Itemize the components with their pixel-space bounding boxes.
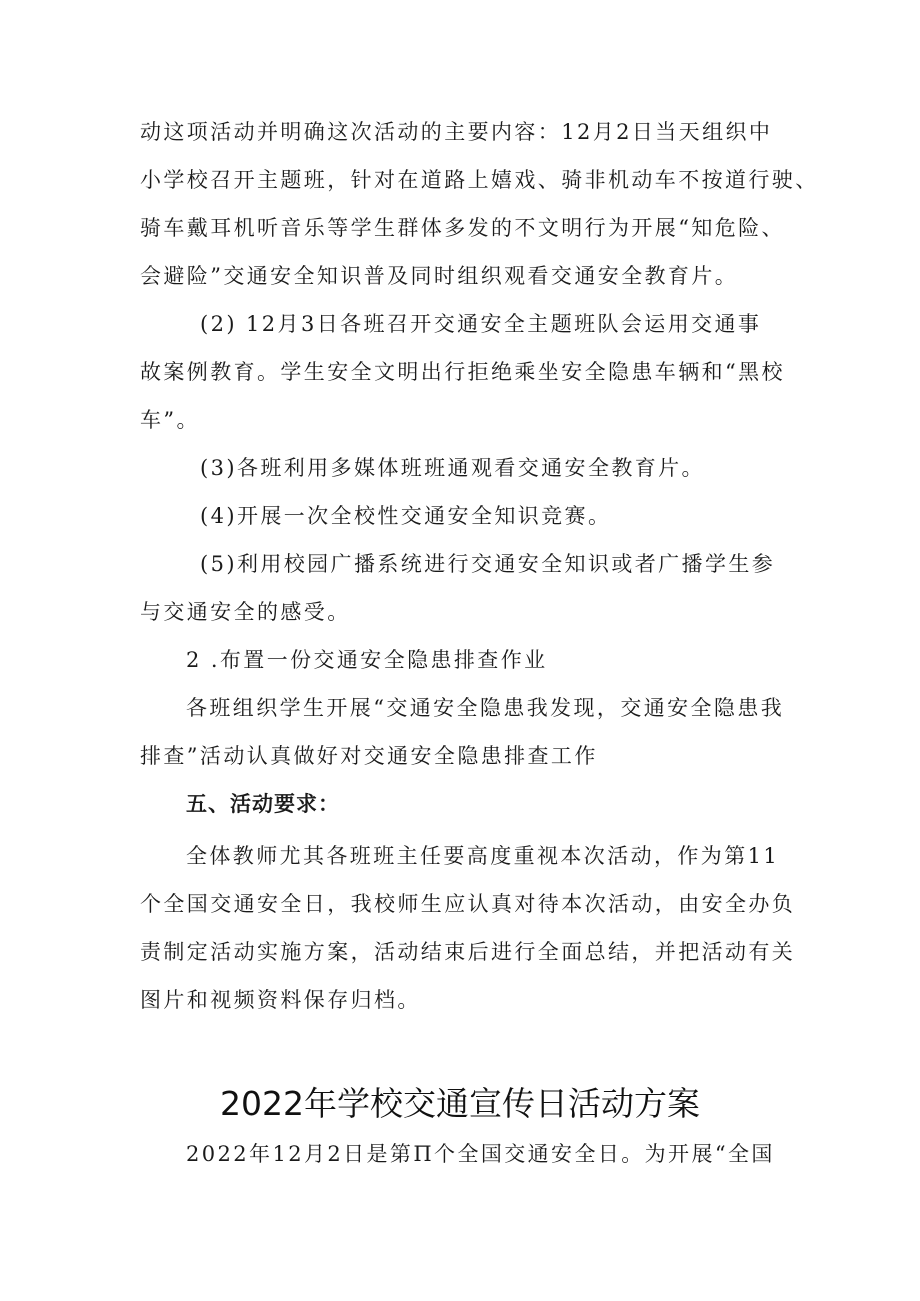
paragraph-line: 与交通安全的感受。 [140,600,351,624]
paragraph-line: 排查”活动认真做好对交通安全隐患排查工作 [140,744,598,768]
list-item-line: (5)利用校园广播系统进行交通安全知识或者广播学生参 [200,552,776,576]
section-heading: 五、活动要求： [186,792,340,816]
paragraph-line: 会避险”交通安全知识普及同时组织观看交通安全教育片。 [140,264,739,288]
paragraph-line: 责制定活动实施方案，活动结束后进行全面总结，并把活动有关 [140,940,796,964]
paragraph-line: 故案例教育。学生安全文明出行拒绝乘坐安全隐患车辆和“黑校 [140,360,785,384]
paragraph-line: 2022年12月2日是第Π个全国交通安全日。为开展“全国 [186,1142,775,1166]
list-item-line: (2) 12月3日各班召开交通安全主题班队会运用交通事 [200,312,762,336]
list-item-line: (3)各班利用多媒体班班通观看交通安全教育片。 [200,456,705,480]
paragraph-line: 个全国交通安全日，我校师生应认真对待本次活动，由安全办负 [140,892,796,916]
paragraph-line: 各班组织学生开展“交通安全隐患我发现，交通安全隐患我 [186,696,785,720]
section-item-line: 2 .布置一份交通安全隐患排查作业 [186,648,548,672]
paragraph-line: 车”。 [140,408,200,432]
paragraph-line: 小学校召开主题班，针对在道路上嬉戏、骑非机动车不按道行驶、 [140,168,819,192]
paragraph-line: 全体教师尤其各班班主任要高度重视本次活动，作为第11 [186,844,780,868]
paragraph-line: 动这项活动并明确这次活动的主要内容：12月2日当天组织中 [140,120,773,144]
paragraph-line: 骑车戴耳机听音乐等学生群体多发的不文明行为开展“知危险、 [140,216,785,240]
document-title: 2022年学校交通宣传日活动方案 [220,1084,700,1123]
list-item-line: (4)开展一次全校性交通安全知识竞赛。 [200,504,612,528]
paragraph-line: 图片和视频资料保存归档。 [140,988,421,1012]
